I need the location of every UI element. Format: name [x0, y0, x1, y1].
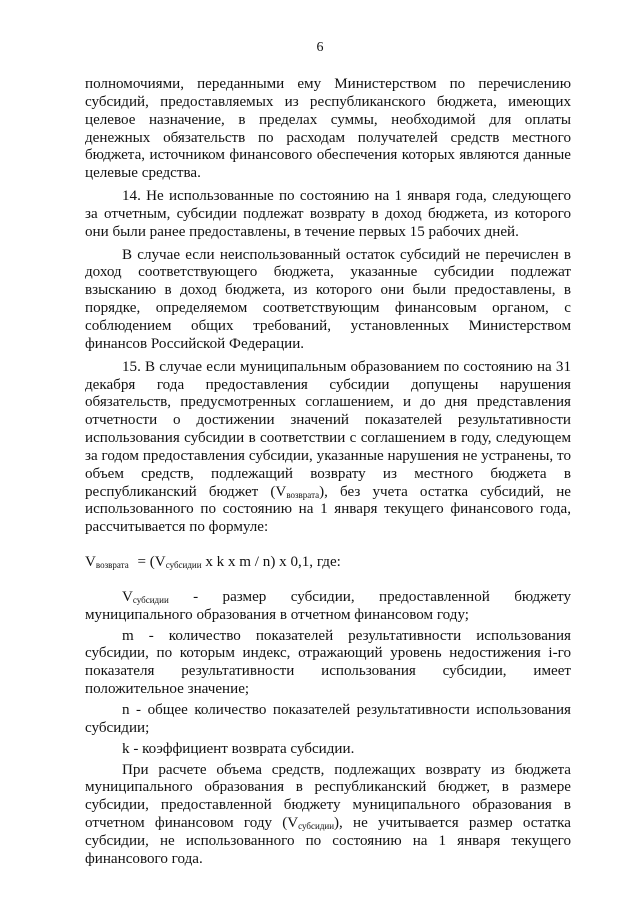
definition-n: [85, 702, 571, 738]
paragraph-final: [85, 762, 571, 869]
final-text-after: ), не учитывается размер остатка субсидии, не использованного по состоянию на 1 января текущего финансового года.: [85, 815, 571, 867]
final-subscript: субсидии: [298, 821, 335, 832]
item-15-subscript: возврата: [286, 489, 320, 500]
item-15-text-before: 15. В случае если муниципальным образованием по состоянию на 31 декабря года предоставления субсидии допущены нарушения обязательств, предусмотренных соглашением, и до дня представления отчетности о достижении значений показателей результативности использования субсидии в соответствии с соглашением в году, следующем за годом предоставления субсидии, указанные нарушения не устранены, то объем средств, подлежащий возврату из местного бюджета в республиканский бюджет (V: [85, 358, 571, 500]
paragraph-continuation: полномочиями, переданными ему Министерством по перечислению субсидий, предоставляемых из республиканского бюджета, имеющих целевое назначение, в пределах суммы, необходимой для оплаты денежных обязательств по расходам получателей средств местного бюджета, источником финансового обеспечения которых являются данные целевые средства.: [85, 76, 571, 182]
formula-equals: = (V: [133, 554, 166, 571]
definition-m: [85, 628, 571, 699]
definition-subscript: субсидии: [132, 594, 169, 605]
definition-symbol: m: [122, 627, 134, 644]
formula-rest: x k x m / n) x 0,1, где:: [201, 554, 341, 571]
formula-subsidy-subscript: субсидии: [165, 560, 202, 571]
paragraph-unspent-balance: В случае если неиспользованный остаток субсидий не перечислен в доход соответствующего бюджета, указанные субсидии подлежат взысканию в доход бюджета, из которого они были предоставлены, в порядке, определяемом соответствующим финансовым органом, с соблюдением общих требований, установленных Министерством финансов Российской Федерации.: [85, 246, 571, 352]
paragraph-item-14: 14. Не использованные по состоянию на 1 января года, следующего за отчетным, субсидии подлежат возврату в доход бюджета, из которого они были ранее предоставлены, в течение первых 15 рабочих дней.: [85, 188, 571, 240]
page-number: 6: [316, 40, 324, 55]
definition-text: - количество показателей результативности использования субсидии, по которым индекс, отражающий уровень недостижения i-го показателя результативности использования субсидии, имеет положительное значение;: [85, 627, 571, 698]
definition-symbol: k: [122, 740, 130, 757]
definition-text: - коэффициент возврата субсидии.: [129, 740, 355, 757]
final-text-before: При расчете объема средств, подлежащих возврату из бюджета муниципального образования в республиканский бюджет, в размере субсидии, предоставленной бюджету муниципального образования в отчетном финансовом году (V: [85, 761, 571, 832]
item-15-text-after: ), без учета остатка субсидий, не использованного по состоянию на 1 января текущего финансового года, рассчитывается по формуле:: [85, 483, 571, 536]
formula-lhs-subscript: возврата: [95, 560, 129, 571]
definition-text: - общее количество показателей результативности использования субсидии;: [85, 702, 571, 736]
return-formula: [85, 554, 571, 572]
definition-symbol: n: [122, 702, 130, 718]
formula-lhs: V: [85, 554, 96, 571]
document-body: [85, 76, 571, 869]
definition-symbol: V: [122, 588, 133, 605]
paragraph-item-15: [85, 359, 571, 537]
definition-k: [85, 741, 571, 759]
definition-v-subsidy: [85, 589, 571, 625]
definition-text: - размер субсидии, предоставленной бюджету муниципального образования в отчетном финансовом году;: [85, 588, 571, 623]
